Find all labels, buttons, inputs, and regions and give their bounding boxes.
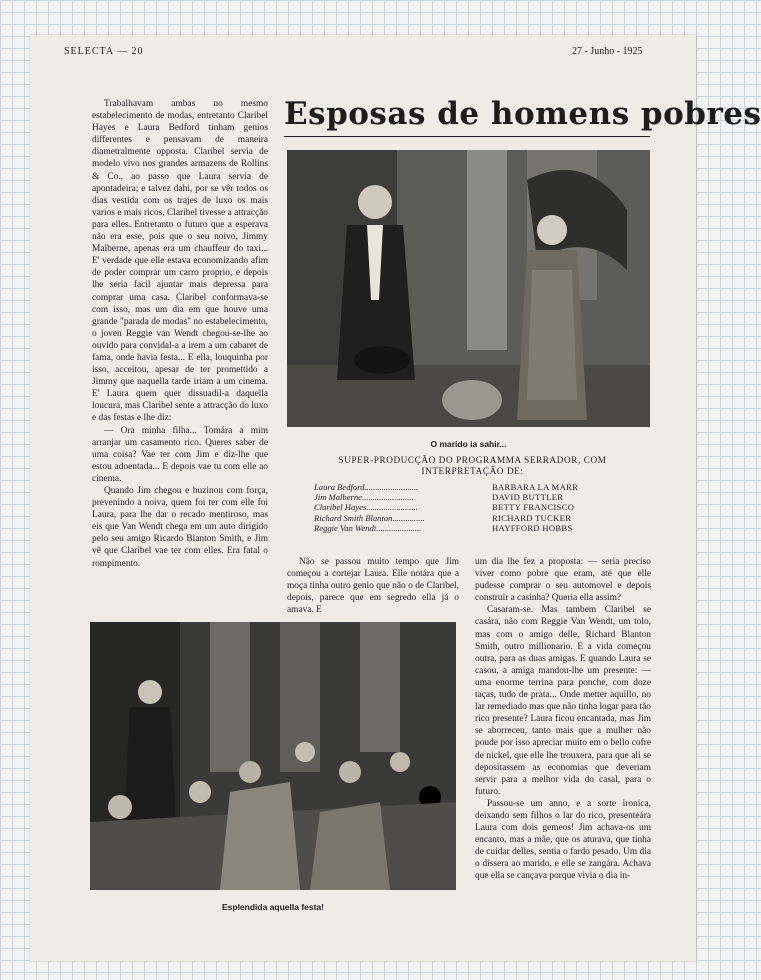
photo-caption-bottom: Esplendida aquella festa! xyxy=(221,902,325,912)
cast-role: Reggie Van Wendt..................... xyxy=(314,522,422,533)
cast-role: Laura Bedford......................... xyxy=(314,482,419,492)
paragraph: um dia lhe fez a proposta: — seria preciso viver como pobre que eram, até que elle pudesse comprar o seu automovel e depois construir a casinha? Queria ella assim? xyxy=(475,557,651,604)
cast-actor: HAYFFORD HOBBS xyxy=(492,522,573,533)
paragraph: — Ora minha filha... Tomára a mim arranjar um casamento rico. Queres saber de uma coisa? Vae ter com Jim e diz-lhe que estou adoentada... E depois vae tu com elle ao cinema. xyxy=(92,425,268,484)
cast-role: Claribel Hayes........................ xyxy=(314,502,418,513)
cast-actor: RICHARD TUCKER xyxy=(492,512,572,523)
film-still-couple-drawing xyxy=(287,150,650,427)
photo-caption-top: O marido ia sahir... xyxy=(430,439,507,449)
text-column-right xyxy=(475,556,651,883)
cast-row xyxy=(314,513,649,523)
page-header-date: 27 - Junho - 1925 xyxy=(572,46,643,57)
cast-actor: BARBARA LA MARR xyxy=(492,482,579,492)
cast-actor: BETTY FRANCISCO xyxy=(492,502,575,513)
cast-role: Richard Smith Blanton............... xyxy=(314,512,425,523)
paragraph: Quando Jim chegou e buzinou com força, prevenindo a noiva, quem foi ter com elle foi Laura, para lhe dar o recado mentiroso, mas eis que Van Wendt chega em um auto dirigido pelo seu amigo Ricardo Blanton Smith, e Jim vê que Claribel vae ter com elles. Era fatal o rompimento. xyxy=(92,486,268,569)
cast-row xyxy=(314,482,649,492)
cast-list xyxy=(314,482,649,533)
paragraph: Trabalhavam ambas no mesmo estabelecimento de modas, entretanto Claribel Hayes e Laura Bedford tinham genios differentes e pensavam de maneira diametralmente opposta. Claribel servia de modelo vivo nos grandes armazens de Rollins & Co., ao passo que Laura servia de apontadeira; e talvez dahi, por se vêr todos os dias vestida com os trajes de luxo os mais varios e mais ricos, Claribel tivesse a attracção para elles. Entretanto o futuro que a esperava não era esse, pois que o seu noivo, Jimmy Malberne, apenas era um chauffeur do taxi... E' verdade que elle estava economizando afim de poder comprar um carro proprio, e depois lhe seria facil ajuntar mais depressa para comprar uma casa. Claribel conformava-se com isso, mas um dia em que houve uma grande "parada de modas" no estabelecimento, o joven Reggie van Wendt chegou-se-lhe ao ouvido para convidal-a a irem a um cabaret de fama, onde havia festa... E ella, louquinha por isso, acceitou, apesar de ter promettido a Jimmy que naquella tarde iriam a um cinema. E' Laura quem quer dissuadil-a daquella loucura, mas Claribel sente a attracção do luxo e das festas e lhe diz: xyxy=(92,99,268,424)
cast-actor: DAVID BUTTLER xyxy=(492,492,564,503)
paragraph: Casaram-se. Mas tambem Claribel se casára, não com Reggie Van Wendt, um tolo, mas com o amigo delle, Richard Blanton Smith, outro millionario. E a vida começou outra, para as duas amigas. E quando Laura se casou, a amiga mandou-lhe um presente: — uma enorme terrina para ponche, com doze taças, tudo de prata... Onde metter aquillo, no lar remediado mas que não tinha logar para tão rico presente? Laura ficou encantada, mas Jim se aborreceu, tanto mais que a mulher não poude por isso apreciar muito em o bello cofre de nickel, que elle lhe trouxera, para que ali se depositassem as economias que deveriam servir para a melhor vida do casal, para o futuro. xyxy=(475,605,651,797)
cast-role: Jim Malberne........................ xyxy=(314,492,414,503)
production-credit: SUPER-PRODUCÇÃO DO PROGRAMMA SERRADOR, COM INTERPRETAÇÃO DE: xyxy=(338,455,607,476)
cast-row xyxy=(314,492,649,502)
paragraph: Não se passou muito tempo que Jim começou a cortejar Laura. Elle notára que a moça tinha outro genio que não o de Claribel, depois, parece que em segredo ella já o amava. E xyxy=(287,557,459,616)
text-column-left xyxy=(92,98,268,570)
film-still-party xyxy=(90,622,456,890)
paragraph: Passou-se um anno, e a sorte ironica, deixando sem filhos o lar do rico, presenteára Laura com dois gemeos! Jim achava-os um encanto, mas a mãe, que os aturava, que tinha de cuidar delles, sentia o fardo pesado. Um dia o dissera ao marido, e elle se zangára. Achava que ella se cançava porque vivia o dia in- xyxy=(475,798,651,882)
page-header-left: SELECTA — 20 xyxy=(64,46,144,57)
cast-row xyxy=(314,523,649,533)
cast-row xyxy=(314,502,649,512)
text-column-middle xyxy=(287,556,459,616)
article-title: Esposas de homens pobres xyxy=(284,96,761,132)
film-still-party-drawing xyxy=(90,622,456,890)
film-still-couple xyxy=(287,150,650,427)
title-underline xyxy=(284,136,650,137)
